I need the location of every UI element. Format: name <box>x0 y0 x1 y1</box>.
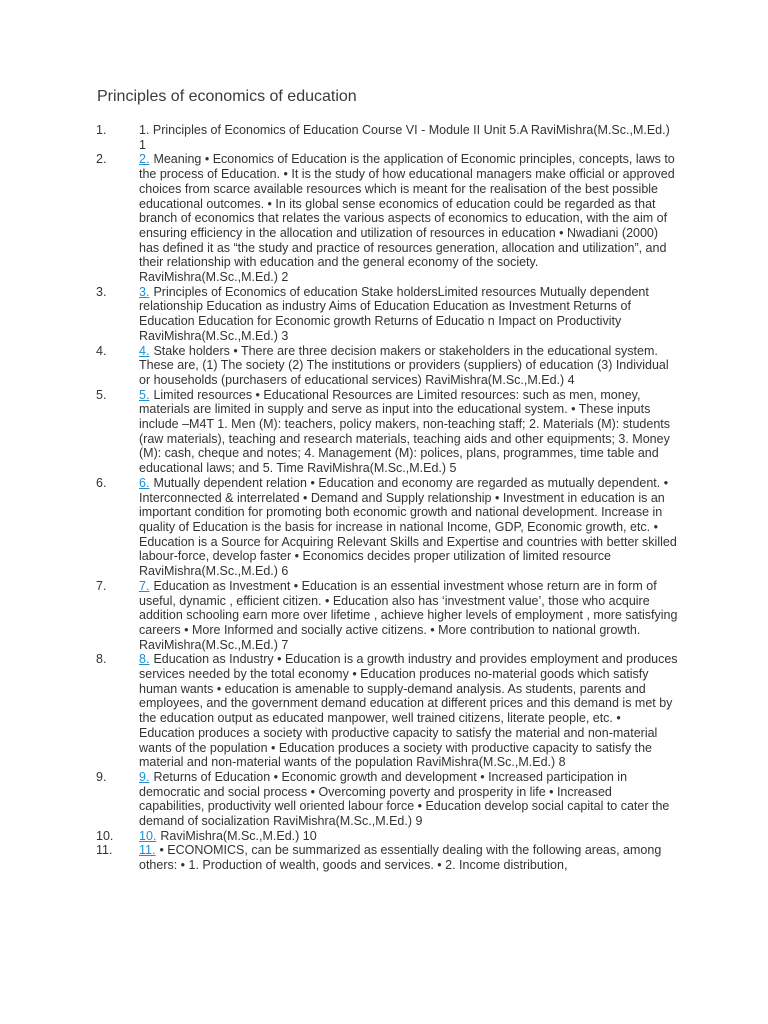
item-number: 4. <box>96 343 107 358</box>
item-number: 10. <box>96 828 114 843</box>
item-text: Stake holders • There are three decision makers or stakeholders in the educational system. These are, (1) The society (2) The institutions or providers (suppliers) of education (3) Individual or households (purchasers of educational services) RaviMishra(M.Sc.,M.Ed.) 4 <box>139 343 669 387</box>
list-item-6 <box>96 475 679 579</box>
slide-link-10[interactable]: 10. <box>139 828 157 843</box>
slide-link-11[interactable]: 11. <box>139 843 156 858</box>
slide-link-4[interactable]: 4. <box>139 343 150 358</box>
item-text: Principles of Economics of education Stake holdersLimited resources Mutually dependent relationship Education as industry Aims of Education Education as Investment Returns of Education Education for Economic growth Returns of Educatio n Impact on Productivity RaviMishra(M.Sc.,M.Ed.) 3 <box>139 284 649 343</box>
list-item-7 <box>96 578 679 653</box>
item-number: 3. <box>96 284 107 299</box>
slide-link-3[interactable]: 3. <box>139 284 150 299</box>
page-title: Principles of economics of education <box>97 88 357 105</box>
slide-link-7[interactable]: 7. <box>139 578 150 593</box>
item-number: 9. <box>96 769 107 784</box>
slide-link-9[interactable]: 9. <box>139 769 150 784</box>
list-item-9 <box>96 769 679 829</box>
list-item-5 <box>96 387 679 476</box>
list-item-2 <box>96 152 679 285</box>
item-number: 7. <box>96 578 107 593</box>
slide-link-2[interactable]: 2. <box>139 152 150 167</box>
item-text: Returns of Education • Economic growth and development • Increased participation in democratic and social process • Overcoming poverty and prosperity in life • Increased capabilities, productivity well oriented labour force • Education develop social capital to cater the demand of socialization RaviMishra(M.Sc.,M.Ed.) 9 <box>139 769 670 829</box>
list-item-11 <box>96 843 679 873</box>
item-number: 11. <box>96 843 113 858</box>
item-number: 8. <box>96 652 107 667</box>
item-number: 5. <box>96 387 107 402</box>
item-text: Education as Investment • Education is an essential investment whose return are in form of useful, dynamic , efficient citizen. • Education also has ‘investment value’, those who acquire addition schooling earn more over lifetime , achieve higher levels of employment , more satisfying careers • More Informed and socially active citizens. • More contribution to national growth. RaviMishra(M.Sc.,M.Ed.) 7 <box>139 578 678 652</box>
list-item-8 <box>96 652 679 770</box>
item-text: • ECONOMICS, can be summarized as essentially dealing with the following areas, among others: • 1. Production of wealth, goods and services. • 2. Income distribution, <box>139 843 662 873</box>
item-text: Mutually dependent relation • Education and economy are regarded as mutually dependent. • Interconnected & interrelated • Demand and Supply relationship • Investment in education is an important condition for promoting both economic growth and national development. Increase in quality of Education is the basis for increase in national Income, GDP, Economic growth, etc. • Education is a Source for Acquiring Relevant Skills and Expertise and countries with better skilled labour-force, develop faster • Economics decides proper utilization of limited resource RaviMishra(M.Sc.,M.Ed.) 6 <box>139 475 677 579</box>
item-text: Limited resources • Educational Resources are Limited resources: such as men, money, materials are limited in supply and serve as input into the educational system. • These inputs include –M4T 1. Men (M): teachers, policy makers, non-teaching staff; 2. Materials (M): students (raw materials), teaching and research materials, teaching aids and other equipments; 3. Money (M): cash, cheque and notes; 4. Management (M): polices, plans, programmes, time table and educational laws; and 5. Time RaviMishra(M.Sc.,M.Ed.) 5 <box>139 387 671 476</box>
slide-link-8[interactable]: 8. <box>139 652 150 667</box>
item-text: Meaning • Economics of Education is the application of Economic principles, concepts, laws to the process of Education. • It is the study of how educational managers make official or approved choices from scarce available resources which is meant for the realisation of the best possible educational outcomes. • In its global sense economics of education could be regarded as that branch of economics that relates the various aspects of economics to education, with the aim of ensuring efficiency in the allocation and utilization of resources in education • Nwadiani (2000) has defined it as “the study and practice of resources generation, allocation and utilization”, and their relationship with education and the general economy of the society. RaviMishra(M.Sc.,M.Ed.) 2 <box>139 152 675 285</box>
list-item-3 <box>96 284 679 344</box>
slide-link-6[interactable]: 6. <box>139 475 150 490</box>
item-number: 6. <box>96 475 107 490</box>
item-number: 1. <box>96 123 107 137</box>
item-text: Education as Industry • Education is a growth industry and provides employment and produces services needed by the total economy • Education produces no-material goods which satisfy human wants • education is amenable to supply-demand analysis. As students, parents and employees, and the government demand education at different prices and this demand is met by the education output as educated manpower, well trained citizens, literate people, etc. • Education produces a society with productive capacity to satisfy the material and non-material wants of the population • Education produces a society with productive capacity to satisfy the material and non-material wants of the population RaviMishra(M.Sc.,M.Ed.) 8 <box>139 652 678 770</box>
list-item-10 <box>96 828 679 844</box>
list-item-1 <box>96 123 679 152</box>
item-text: RaviMishra(M.Sc.,M.Ed.) 10 <box>160 828 317 843</box>
slide-link-5[interactable]: 5. <box>139 387 150 402</box>
slide-list <box>96 123 679 873</box>
list-item-4 <box>96 343 679 388</box>
item-number: 2. <box>96 152 107 167</box>
item-text: 1. Principles of Economics of Education Course VI - Module II Unit 5.A RaviMishra(M.Sc.,M.Ed.) 1 <box>139 123 670 152</box>
